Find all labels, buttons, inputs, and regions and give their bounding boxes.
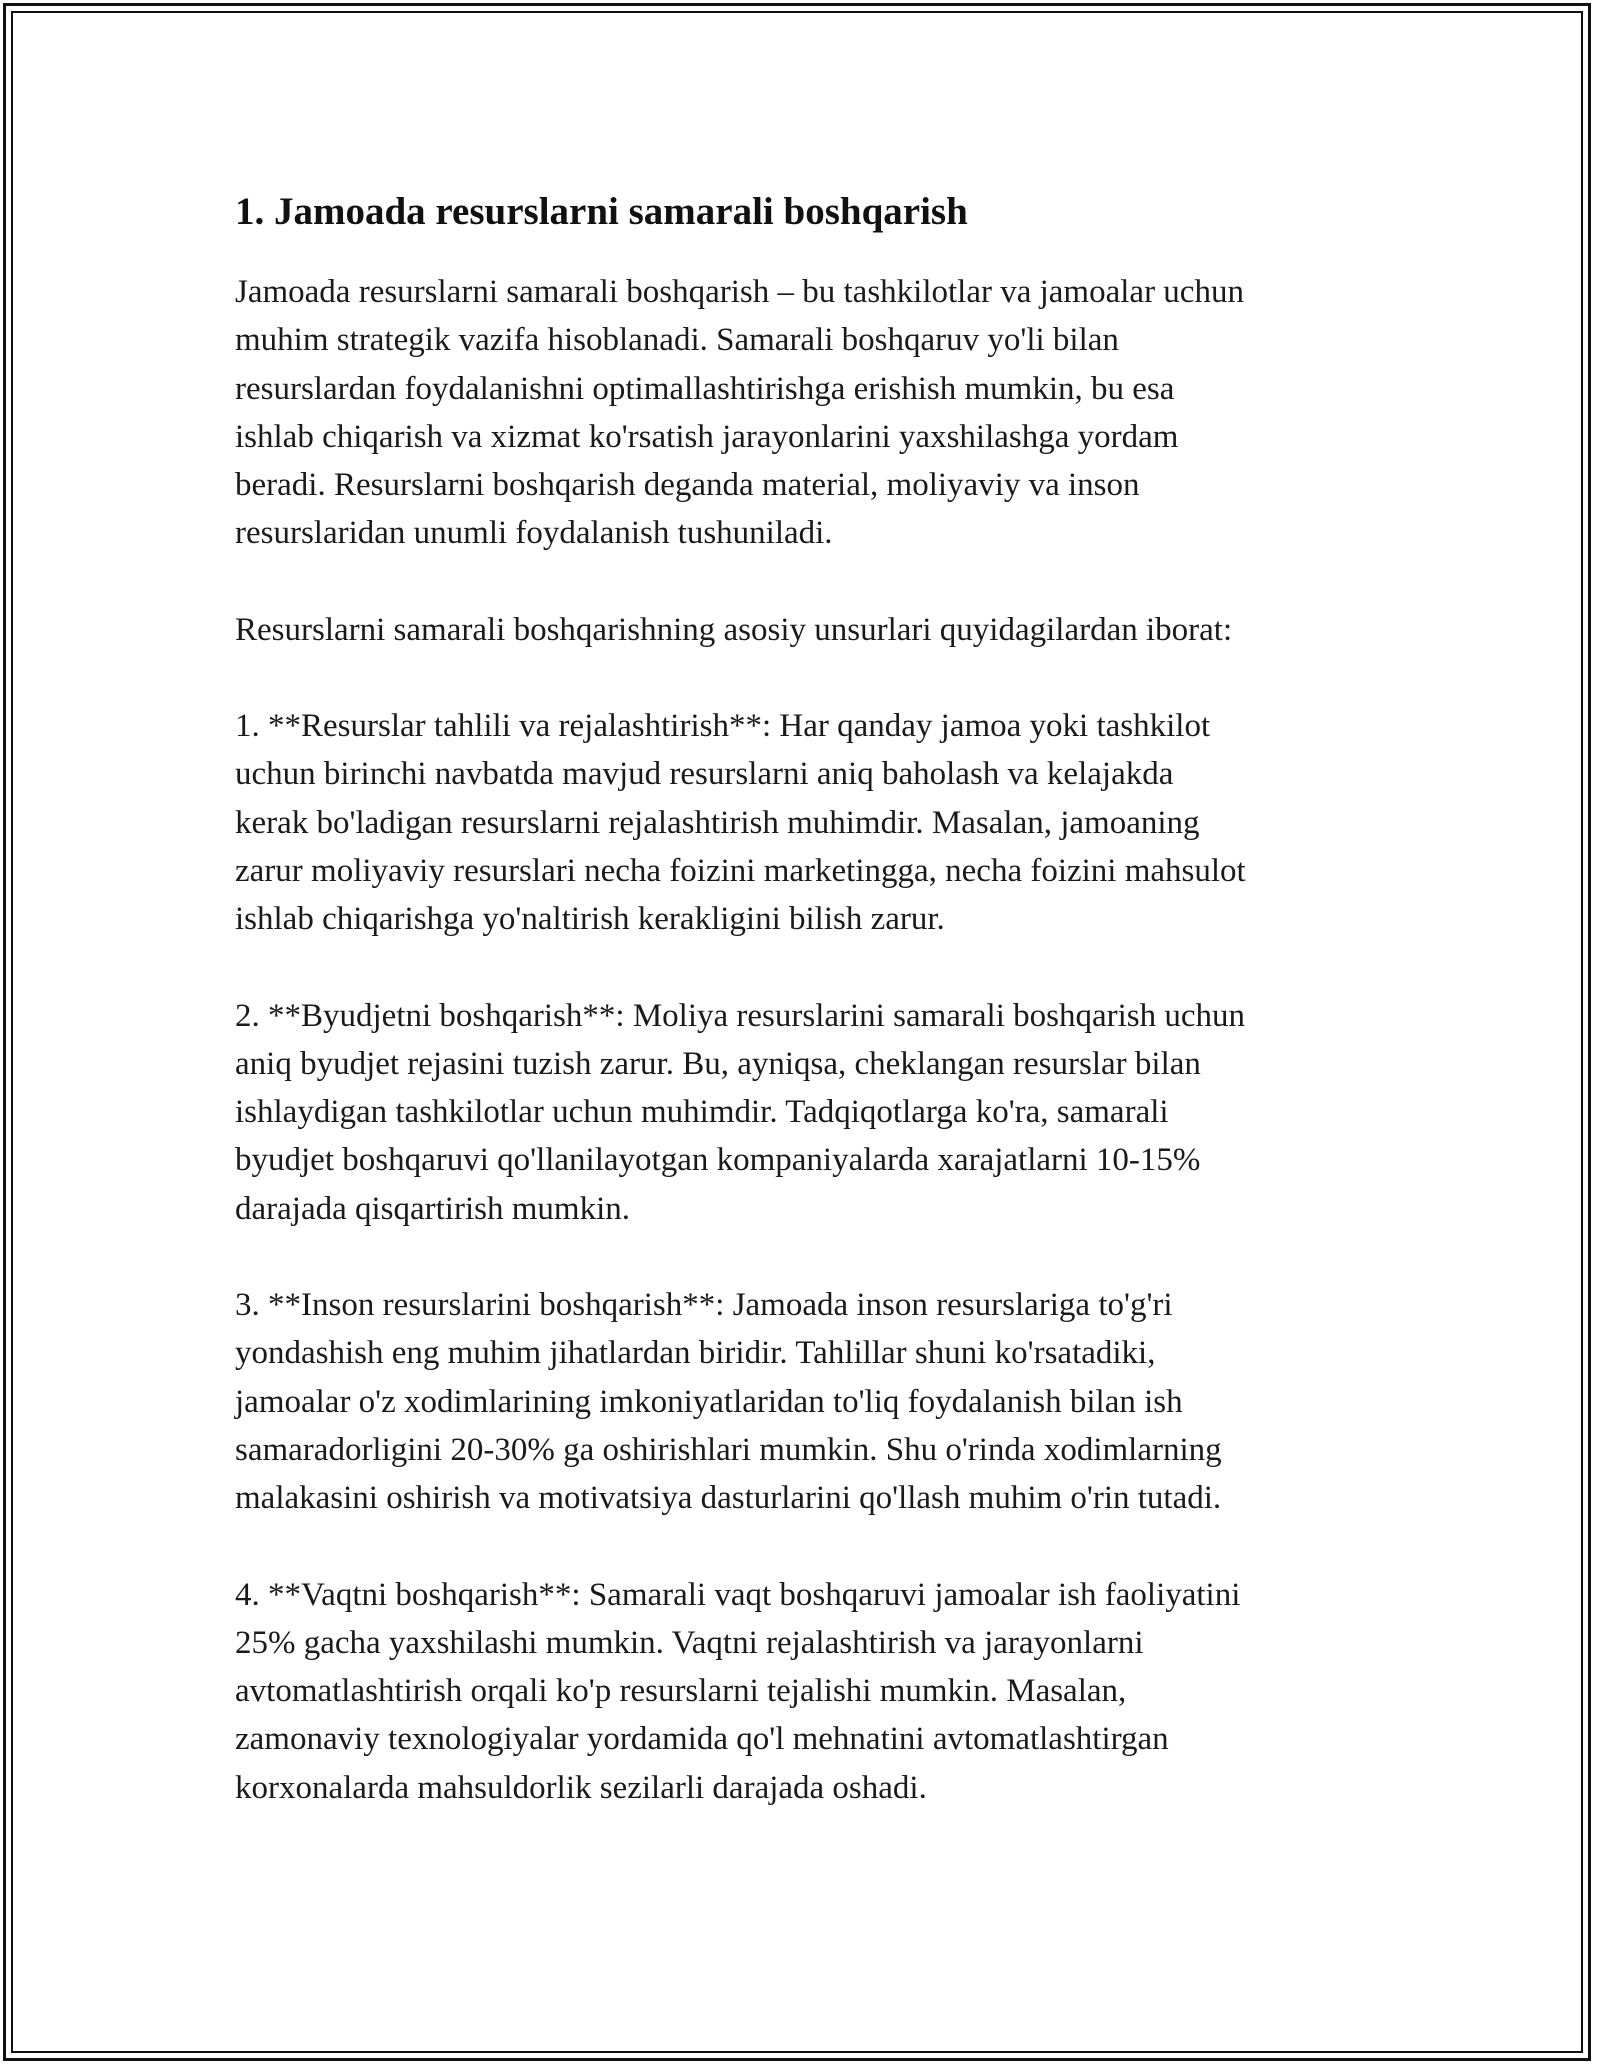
section-heading: 1. Jamoada resurslarni samarali boshqarish [235,190,968,233]
list-item-budget-management [235,992,1375,1233]
text-line: samaradorligini 20-30% ga oshirishlari mumkin. Shu o'rinda xodimlarning [235,1431,1222,1468]
text-line: zamonaviy texnologiyalar yordamida qo'l mehnatini avtomatlashtirgan [235,1721,1169,1758]
text-line: darajada qisqartirish mumkin. [235,1190,630,1227]
text-line: Resurslarni samarali boshqarishning asosiy unsurlari quyidagilardan iborat: [235,611,1233,648]
text-line: jamoalar o'z xodimlarining imkoniyatlaridan to'liq foydalanish bilan ish [235,1383,1183,1420]
text-line: malakasini oshirish va motivatsiya dasturlarini qo'llash muhim o'rin tutadi. [235,1480,1222,1517]
text-line: resurslardan foydalanishni optimallashtirishga erishish mumkin, bu esa [235,370,1175,407]
text-line: avtomatlashtirish orqali ko'p resurslarni tejalishi mumkin. Masalan, [235,1673,1127,1710]
text-line: byudjet boshqaruvi qo'llanilayotgan kompaniyalarda xarajatlarni 10-15% [235,1142,1201,1179]
text-line: ishlab chiqarish va xizmat ko'rsatish jarayonlarini yaxshilashga yordam [235,418,1179,455]
text-line: Jamoada resurslarni samarali boshqarish – bu tashkilotlar va jamoalar uchun [235,274,1244,310]
document-body [235,186,1375,1860]
text-line: uchun birinchi navbatda mavjud resurslarni aniq baholash va kelajakda [235,756,1174,793]
intro-paragraph [235,268,1375,558]
text-line: resurslaridan unumli foydalanish tushuniladi. [235,515,833,552]
text-line: 2. **Byudjetni boshqarish**: Moliya resurslarini samarali boshqarish uchun [235,997,1246,1034]
list-item-resource-analysis [235,702,1375,943]
text-line: 25% gacha yaxshilashi mumkin. Vaqtni rejalashtirish va jarayonlarni [235,1624,1144,1661]
text-line: korxonalarda mahsuldorlik sezilarli darajada oshadi. [235,1769,927,1806]
lead-in-paragraph [235,606,1375,654]
text-line: 3. **Inson resurslarini boshqarish**: Jamoada inson resurslariga to'g'ri [235,1287,1173,1324]
text-line: zarur moliyaviy resurslari necha foizini marketingga, necha foizini mahsulot [235,852,1246,889]
text-line: ishlab chiqarishga yo'naltirish kerakligini bilish zarur. [235,901,945,938]
text-line: 1. **Resurslar tahlili va rejalashtirish**: Har qanday jamoa yoki tashkilot [235,708,1211,745]
text-line: aniq byudjet rejasini tuzish zarur. Bu, ayniqsa, cheklangan resurslar bilan [235,1045,1201,1082]
text-line: ishlaydigan tashkilotlar uchun muhimdir. Tadqiqotlarga ko'ra, samarali [235,1094,1169,1131]
text-line: kerak bo'ladigan resurslarni rejalashtirish muhimdir. Masalan, jamoaning [235,804,1200,841]
list-item-time-management [235,1571,1375,1812]
list-item-human-resources [235,1281,1375,1522]
text-line: muhim strategik vazifa hisoblanadi. Samarali boshqaruv yo'li bilan [235,322,1119,359]
text-line: yondashish eng muhim jihatlardan biridir. Tahlillar shuni ko'rsatadiki, [235,1335,1156,1372]
text-line: 4. **Vaqtni boshqarish**: Samarali vaqt boshqaruvi jamoalar ish faoliyatini [235,1576,1241,1613]
text-line: beradi. Resurslarni boshqarish deganda material, moliyaviy va inson [235,467,1140,504]
